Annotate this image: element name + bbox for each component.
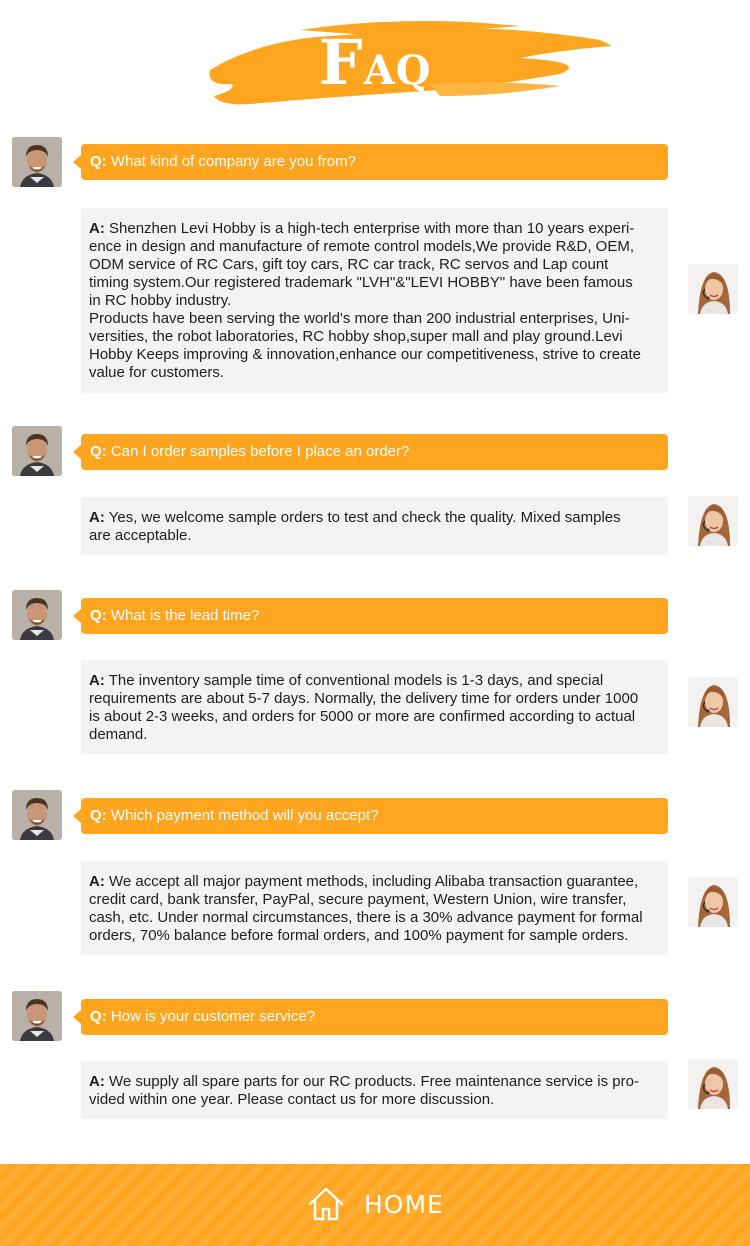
answer-prefix: A: (89, 672, 105, 689)
answer-text: We supply all spare parts for our RC products. Free maintenance service is pro- vided within one year. Please contact us for more discussion. (89, 1073, 639, 1108)
answer-bubble (81, 1061, 668, 1119)
question-prefix: Q: (90, 607, 107, 624)
answer-text: The inventory sample time of conventional models is 1-3 days, and special requirements are about 5-7 days. Normally, the delivery time for orders under 1000 is about 2-3 weeks, and orders for 5000 or more are confirmed according to actual demand. (89, 672, 639, 743)
footer-bar (0, 1164, 750, 1246)
question-prefix: Q: (90, 153, 107, 170)
question-bubble (81, 598, 668, 634)
answer-text: We accept all major payment methods, including Alibaba transaction guarantee, credit card, bank transfer, PayPal, secure payment, Western Union, wire transfer, cash, etc. Under normal circumstances, there is a 30% advance payment for formal orders, 70% balance before formal orders, and 100% payment for sample orders. (89, 873, 643, 944)
answer-bubble (81, 497, 668, 555)
support-agent-avatar (688, 677, 738, 727)
question-prefix: Q: (90, 807, 107, 824)
answer-prefix: A: (89, 509, 105, 526)
answer-bubble (81, 208, 668, 393)
question-bubble (81, 434, 668, 470)
question-prefix: Q: (90, 443, 107, 460)
faq-title (0, 26, 750, 99)
question-prefix: Q: (90, 1008, 107, 1025)
answer-text: Shenzhen Levi Hobby is a high-tech enterprise with more than 10 years experi- ence in design and manufacture of remote control models,We provide R&D, OEM, ODM service of RC Cars, gift toy cars, RC car track, RC servos and Lap count timing system.Our registered trademark "LVH"&"LEVI HOBBY" have been famous in RC hobby industry. Products have been serving the world's more than 200 industrial enterprises, Uni- versities, the robot laboratories, RC hobby shop,super mall and play ground.Levi Hobby Keeps improving & innovation,enhance our competitiveness, strive to create value for customers. (89, 220, 641, 381)
faq-header (0, 0, 750, 120)
question-text: Can I order samples before I place an order? (110, 443, 410, 460)
support-agent-avatar (688, 1059, 738, 1109)
customer-avatar (12, 137, 62, 187)
home-button[interactable] (300, 1180, 450, 1230)
support-agent-avatar (688, 877, 738, 927)
home-label: HOME (364, 1190, 444, 1219)
customer-avatar (12, 991, 62, 1041)
question-bubble (81, 999, 668, 1035)
question-bubble (81, 798, 668, 834)
question-bubble (81, 144, 668, 180)
question-text: What kind of company are you from? (110, 153, 356, 170)
answer-bubble (81, 660, 668, 754)
answer-bubble (81, 861, 668, 955)
faq-title-rest: AQ (363, 47, 432, 94)
question-text: Which payment method will you accept? (110, 807, 379, 824)
answer-prefix: A: (89, 1073, 105, 1090)
question-text: How is your customer service? (110, 1008, 316, 1025)
support-agent-avatar (688, 264, 738, 314)
customer-avatar (12, 590, 62, 640)
question-text: What is the lead time? (110, 607, 260, 624)
answer-prefix: A: (89, 873, 105, 890)
support-agent-avatar (688, 496, 738, 546)
answer-text: Yes, we welcome sample orders to test and check the quality. Mixed samples are acceptable. (89, 509, 621, 544)
customer-avatar (12, 790, 62, 840)
answer-prefix: A: (89, 220, 105, 237)
customer-avatar (12, 426, 62, 476)
house-icon (306, 1184, 346, 1224)
faq-title-first-letter: F (318, 26, 364, 99)
